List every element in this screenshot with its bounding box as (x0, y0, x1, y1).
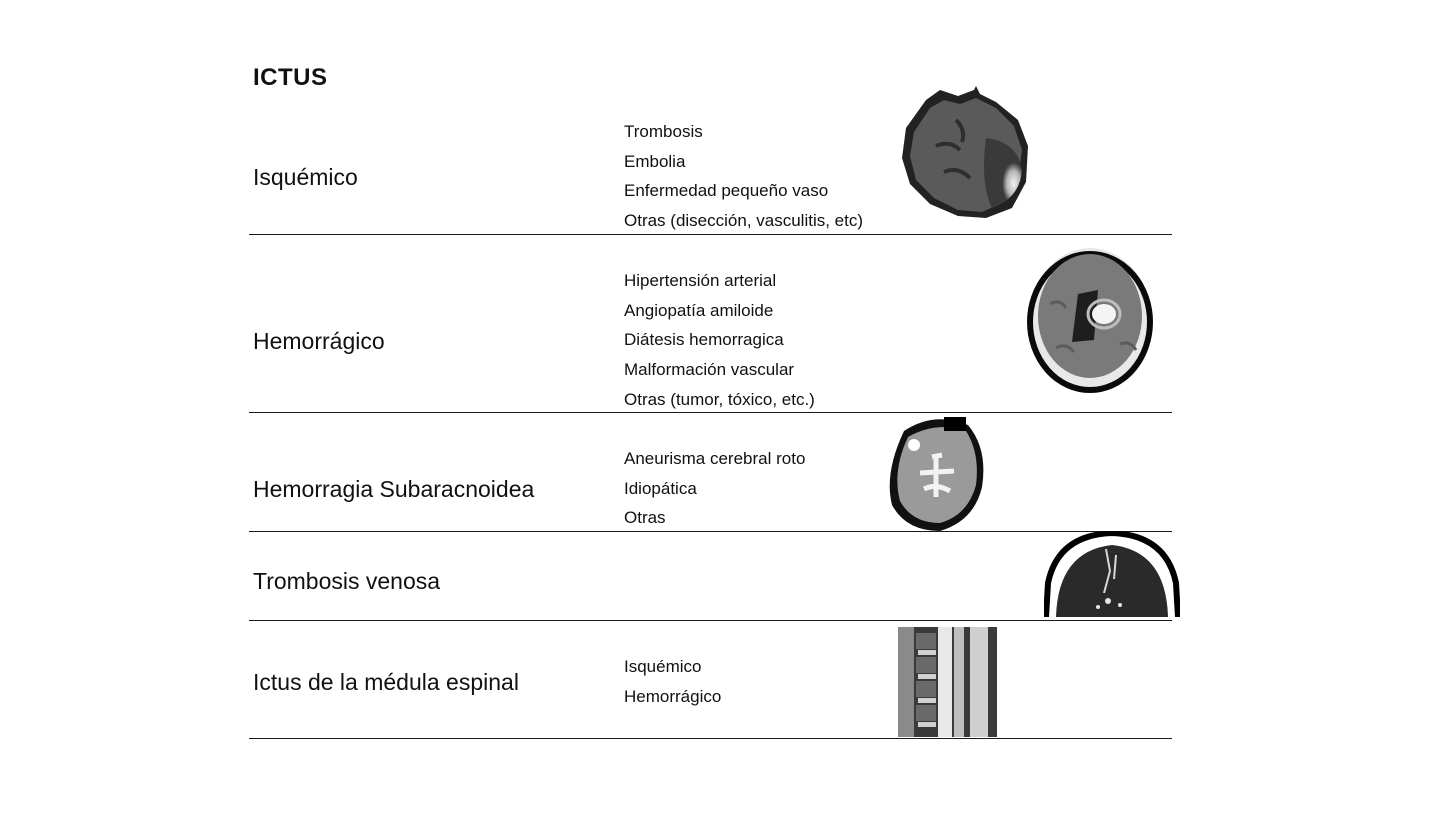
brain-ct-ischemic-icon (900, 86, 1032, 220)
row-divider (249, 234, 1172, 235)
subtype-list-subaracnoidea (624, 444, 805, 533)
row-label-isquemico: Isquémico (253, 164, 358, 190)
list-item: Hemorrágico (624, 686, 722, 706)
list-item: Otras (disección, vasculitis, etc) (624, 211, 864, 231)
list-item: Malformación vascular (624, 360, 795, 380)
brain-mri-venous-icon (1044, 531, 1180, 617)
row-divider (249, 738, 1172, 739)
row-label-hemorragico: Hemorrágico (253, 328, 385, 354)
row-divider (249, 531, 1172, 532)
list-item: Isquémico (624, 657, 702, 676)
brain-ct-hemorrhagic-icon (1026, 244, 1156, 394)
row-divider (249, 412, 1172, 413)
list-item: Otras (624, 508, 666, 528)
subtype-list-medula-espinal (624, 652, 721, 711)
list-item: Otras (tumor, tóxico, etc.) (624, 389, 815, 409)
list-item: Diátesis hemorragica (624, 330, 784, 350)
row-divider (249, 620, 1172, 621)
row-label-subaracnoidea: Hemorragia Subaracnoidea (253, 476, 535, 502)
list-item: Hipertensión arterial (624, 271, 777, 290)
list-item: Embolia (624, 151, 686, 171)
subtype-list-hemorragico (624, 266, 815, 415)
list-item: Angiopatía amiloide (624, 300, 774, 320)
row-label-medula-espinal: Ictus de la médula espinal (253, 669, 519, 695)
list-item: Trombosis (624, 122, 703, 141)
row-label-trombosis-venosa: Trombosis venosa (253, 568, 441, 594)
list-item: Idiopática (624, 478, 697, 498)
brain-ct-subarachnoid-icon (884, 413, 988, 533)
subtype-list-isquemico (624, 117, 863, 236)
list-item: Enfermedad pequeño vaso (624, 181, 829, 201)
list-item: Aneurisma cerebral roto (624, 449, 806, 468)
page-title: ICTUS (253, 64, 328, 91)
spine-mri-icon (898, 627, 997, 737)
